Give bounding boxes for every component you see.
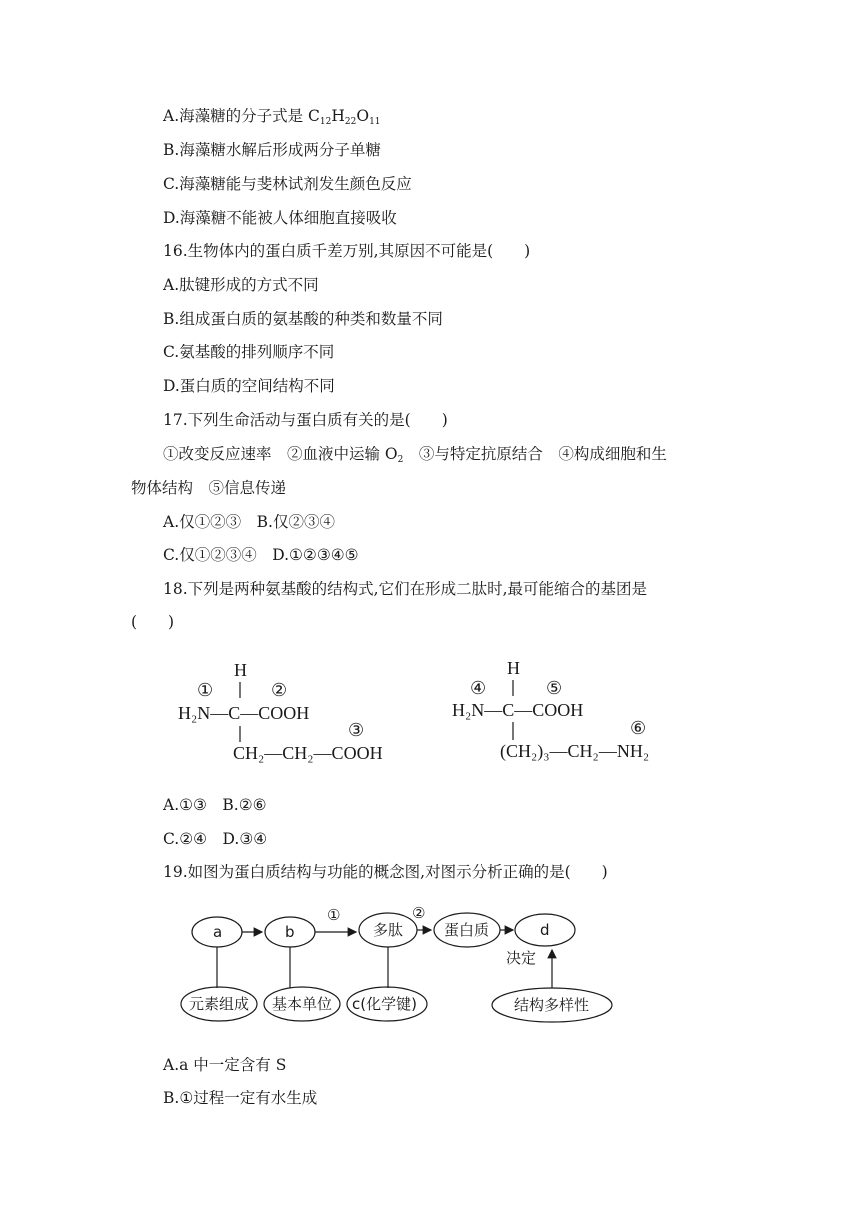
q17-items-line2: 物体结构 ⑤信息传递	[131, 479, 287, 497]
q16-option-b: B.组成蛋白质的氨基酸的种类和数量不同	[163, 310, 443, 328]
right-formula-side: (CH₂)₃—CH₂—NH₂	[500, 741, 650, 761]
q17-stem: 17.下列生命活动与蛋白质有关的是( )	[163, 411, 448, 429]
q15-option-b: B.海藻糖水解后形成两分子单糖	[163, 141, 381, 159]
left-formula-side: CH₂—CH₂—COOH	[233, 743, 383, 763]
q19-option-a: A.a 中一定含有 S	[163, 1056, 287, 1074]
node-a-label: a	[213, 923, 223, 941]
q16-option-c: C.氨基酸的排列顺序不同	[163, 343, 335, 361]
left-circle-3: ③	[348, 720, 365, 741]
right-formula-h: H	[507, 658, 520, 678]
node-bond-label: c(化学键)	[352, 995, 417, 1013]
q15-option-a: A.海藻糖的分子式是 $C_{12}H_{22}O_{11}$	[163, 107, 381, 127]
right-circle-5: ⑤	[546, 678, 563, 699]
node-polypeptide-label: 多肽	[373, 921, 404, 939]
q16-stem: 16.生物体内的蛋白质千差万别,其原因不可能是( )	[163, 242, 531, 260]
arrow-2-label: ②	[412, 904, 426, 922]
node-protein-label: 蛋白质	[444, 921, 490, 939]
q17-items-line1: ①改变反应速率 ②血液中运输 $O_2$ ③与特定抗原结合 ④构成细胞和生	[163, 445, 667, 465]
right-circle-6: ⑥	[630, 718, 647, 739]
node-unit-label: 基本单位	[272, 995, 333, 1013]
decides-label: 决定	[506, 949, 537, 967]
left-circle-1: ①	[197, 680, 214, 701]
q18-stem-line2: ( )	[131, 613, 175, 631]
q18-options-ab: A.①③ B.②⑥	[163, 796, 267, 814]
amino-acid-left-formula	[170, 652, 420, 772]
arrow-1-label: ①	[327, 906, 341, 924]
q16-option-a: A.肽键形成的方式不同	[163, 276, 319, 294]
left-formula-h: H	[234, 660, 247, 680]
node-b-label: b	[285, 923, 295, 941]
node-d-label: d	[540, 921, 550, 939]
q18-stem-line1: 18.下列是两种氨基酸的结构式,它们在形成二肽时,最可能缩合的基团是	[163, 580, 648, 598]
protein-concept-map	[180, 900, 620, 1030]
right-circle-4: ④	[470, 678, 487, 699]
left-formula-main: H₂N—C—COOH	[178, 703, 310, 723]
q19-option-b: B.①过程一定有水生成	[163, 1089, 318, 1107]
left-circle-2: ②	[271, 680, 288, 701]
q16-option-d: D.蛋白质的空间结构不同	[163, 377, 335, 395]
node-diversity-label: 结构多样性	[514, 996, 590, 1014]
q15-option-c: C.海藻糖能与斐林试剂发生颜色反应	[163, 175, 412, 193]
q15-option-d: D.海藻糖不能被人体细胞直接吸收	[163, 209, 397, 227]
right-formula-main: H₂N—C—COOH	[452, 700, 584, 720]
q19-stem: 19.如图为蛋白质结构与功能的概念图,对图示分析正确的是( )	[163, 863, 608, 881]
node-elements-label: 元素组成	[189, 995, 250, 1013]
q18-options-cd: C.②④ D.③④	[163, 830, 268, 848]
q17-options-ab: A.仅①②③ B.仅②③④	[163, 513, 335, 531]
q17-options-cd: C.仅①②③④ D.①②③④⑤	[163, 546, 359, 564]
amino-acid-right-formula	[450, 652, 680, 772]
